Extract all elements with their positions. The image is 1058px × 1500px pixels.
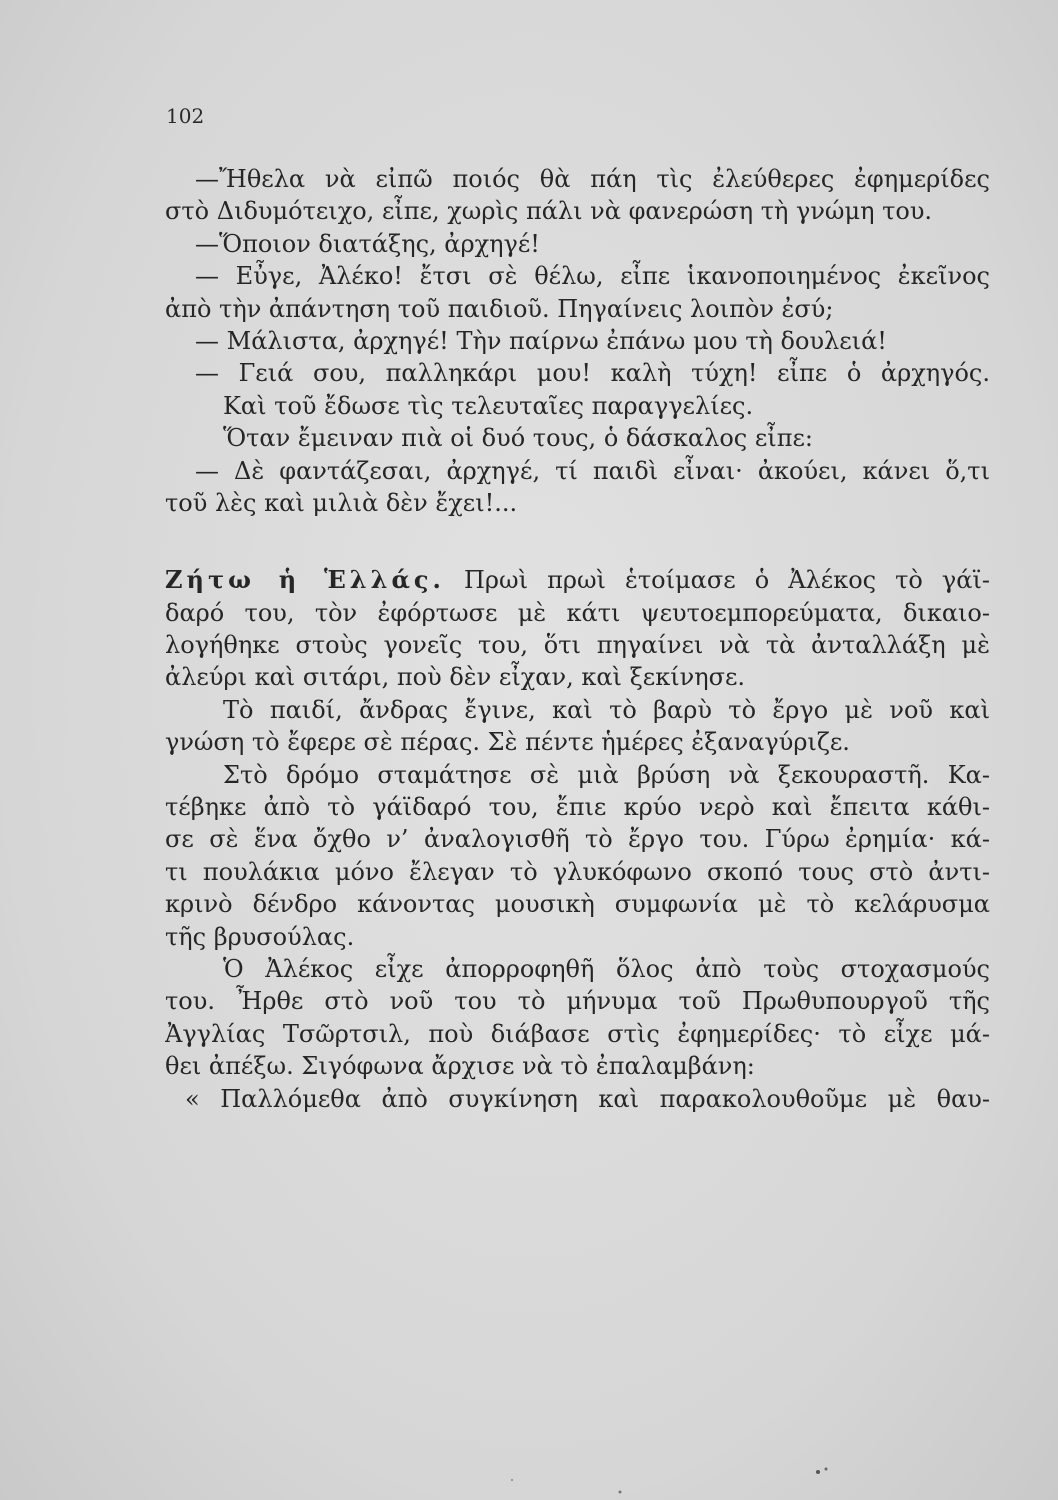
text-line: —Ἤθελα νὰ εἰπῶ ποιός θὰ πάη τὶς ἐλεύθερες ἐφημερίδες [195, 165, 990, 193]
section-heading: Ζήτω ἡ Ἑλλάς. [165, 565, 445, 595]
text-line: κρινὸ δένδρο κάνοντας μουσικὴ συμφωνία μὲ τὸ κελάρυσμα [165, 890, 990, 919]
text-line: του. Ἦρθε στὸ νοῦ του τὸ μήνυμα τοῦ Πρωθυπουργοῦ τῆς [165, 987, 990, 1016]
text-line: « Παλλόμεθα ἀπὸ συγκίνηση καὶ παρακολουθοῦμε μὲ θαυ- [185, 1084, 990, 1113]
text-line: σε σὲ ἕνα ὄχθο ν’ ἀναλογισθῆ τὸ ἔργο του. Γύρω ἐρημία· κά- [165, 825, 990, 854]
text-line: ἀλεύρι καὶ σιτάρι, ποὺ δὲν εἶχαν, καὶ ξεκίνησε. [165, 663, 746, 692]
text-line: — Εὖγε, Ἀλέκο! ἔτσι σὲ θέλω, εἶπε ἱκανοποιημένος ἐκεῖνος [195, 262, 990, 291]
text-line: Τὸ παιδί, ἄνδρας ἔγινε, καὶ τὸ βαρὺ τὸ ἔργο μὲ νοῦ καὶ [223, 695, 990, 724]
page-number: 102 [166, 104, 205, 128]
text-line: — Μάλιστα, ἀρχηγέ! Τὴν παίρνω ἐπάνω μου τὴ δουλειά! [195, 326, 887, 355]
text-line: στὸ Διδυμότειχο, εἶπε, χωρὶς πάλι νὰ φανερώση τὴ γνώμη του. [165, 197, 933, 226]
text-line: τι πουλάκια μόνο ἔλεγαν τὸ γλυκόφωνο σκοπό τους στὸ ἀντι- [165, 857, 990, 886]
speck [816, 1470, 820, 1474]
text-line: — Γειά σου, παλληκάρι μου! καλὴ τύχη! εἶπε ὁ ἀρχηγός. [195, 359, 990, 388]
speck [511, 1479, 513, 1481]
text-line: Ὅταν ἔμειναν πιὰ οἱ δυό τους, ὁ δάσκαλος εἶπε: [223, 424, 814, 453]
text-line: θει ἀπέξω. Σιγόφωνα ἄρχισε νὰ τὸ ἐπαλαμβάνη: [165, 1052, 755, 1081]
text-line: τέβηκε ἀπὸ τὸ γάϊδαρό του, ἔπιε κρύο νερὸ καὶ ἔπειτα κάθι- [165, 793, 990, 822]
text-line: Στὸ δρόμο σταμάτησε σὲ μιὰ βρύση νὰ ξεκουραστῆ. Κα- [223, 760, 990, 789]
text-line: Ἀγγλίας Τσῶρτσιλ, ποὺ διάβασε στὶς ἐφημερίδες· τὸ εἶχε μά- [165, 1019, 990, 1048]
speck [825, 1468, 828, 1471]
text-line: τοῦ λὲς καὶ μιλιὰ δὲν ἔχει!... [165, 488, 518, 517]
text-line: ἀπὸ τὴν ἀπάντηση τοῦ παιδιοῦ. Πηγαίνεις λοιπὸν ἐσύ; [165, 294, 834, 323]
text-line: δαρό του, τὸν ἐφόρτωσε μὲ κάτι ψευτοεμπορεύματα, δικαιο- [165, 598, 990, 627]
text-line: τῆς βρυσούλας. [165, 922, 355, 951]
text-line: — Δὲ φαντάζεσαι, ἀρχηγέ, τί παιδὶ εἶναι· ἀκούει, κάνει ὅ,τι [195, 456, 990, 485]
section-first-line-text: Πρωὶ πρωὶ ἑτοίμασε ὁ Ἀλέκος τὸ γάϊ- [463, 566, 990, 595]
text-line: γνώση τὸ ἔφερε σὲ πέρας. Σὲ πέντε ἡμέρες ἐξαναγύριζε. [165, 728, 850, 757]
text-line: Ὁ Ἀλέκος εἶχε ἀπορροφηθῆ ὅλος ἀπὸ τοὺς στοχασμούς [223, 954, 990, 983]
speck [619, 1491, 622, 1494]
text-line: —Ὅποιον διατάξης, ἀρχηγέ! [195, 229, 540, 258]
text-line: λογήθηκε στοὺς γονεῖς του, ὅτι πηγαίνει νὰ τὰ ἀνταλλάξη μὲ [165, 631, 990, 660]
text-line: Καὶ τοῦ ἔδωσε τὶς τελευταῖες παραγγελίες. [223, 391, 754, 420]
